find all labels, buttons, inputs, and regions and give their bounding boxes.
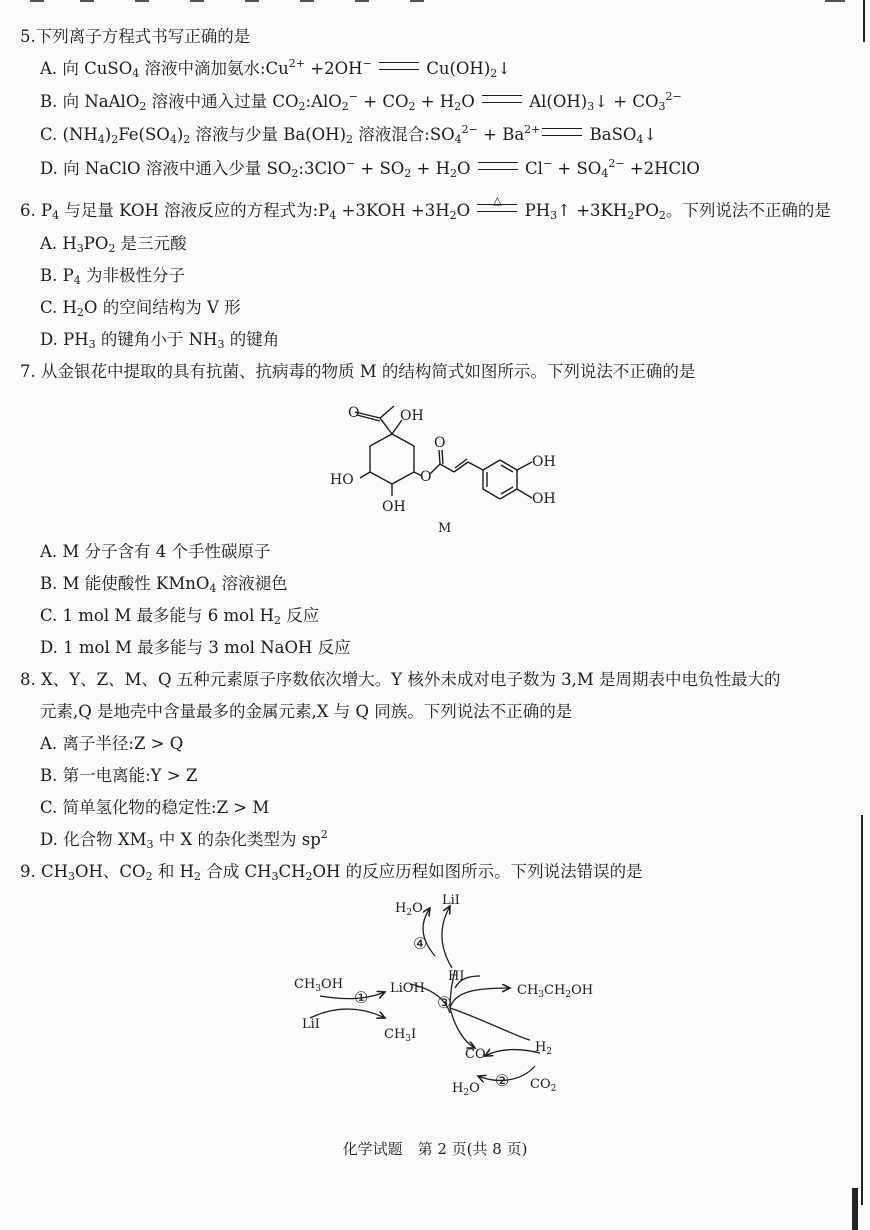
atom-oh-ring-2: OH xyxy=(532,491,556,507)
question-6-option-d: D. $PH_3$ 的键角小于 $NH_3$ 的键角 xyxy=(40,330,280,351)
question-7-option-a: A. M 分子含有 4 个手性碳原子 xyxy=(40,542,271,561)
question-6-option-c: C. $H_2O$ 的空间结构为 V 形 xyxy=(40,298,241,319)
question-8-stem: 8. X、Y、Z、M、Q 五种元素原子序数依次增大。Y 核外未成对电子数为 3,M 是周期表中电负性最大的 元素,Q 是地壳中含量最多的金属元素,X 与 Q 同族。下列说法不正确的是 xyxy=(20,670,781,721)
species-ch3ch2oh: $CH_3CH_2OH$ xyxy=(517,983,594,1000)
step-3-label: ③ xyxy=(437,993,452,1012)
species-co2: $CO_2$ xyxy=(530,1077,557,1094)
question-6-stem: 6. $P_4$ 与足量 KOH 溶液反应的方程式为$:P_4 +3KOH +3H_2O$ △ $PH_3↑ +3KH_2PO_2$。下列说法不正确的是 xyxy=(20,194,831,222)
species-co: CO xyxy=(465,1047,486,1062)
question-7-stem: 7. 从金银花中提取的具有抗菌、抗病毒的物质 M 的结构简式如图所示。下列说法不正确的是 xyxy=(20,362,696,381)
step-4-label: ④ xyxy=(413,934,428,953)
atom-o-carbonyl: O xyxy=(348,405,360,421)
question-8-option-a: A. 离子半径:Z > Q xyxy=(40,734,184,753)
question-5-option-b: B. 向 NaAlO$_2$ 溶液中通入过量 $CO_2:AlO_2^- + CO_2 + H_2O$ $Al(OH)_3↓ + CO_3^{2-}$ xyxy=(40,90,682,113)
species-lioh: LiOH xyxy=(390,981,425,996)
question-7-option-b: B. M 能使酸性 KMnO$_4$ 溶液褪色 xyxy=(40,574,288,595)
equals-sign xyxy=(540,124,584,146)
scan-top-artifacts xyxy=(0,0,870,6)
question-6-option-b: B. $P_4$ 为非极性分子 xyxy=(40,266,185,287)
question-8-option-b: B. 第一电离能:Y > Z xyxy=(40,766,198,785)
question-8-option-c: C. 简单氢化物的稳定性:Z > M xyxy=(40,798,270,817)
atom-o-ester: O xyxy=(420,469,432,485)
species-lii-left: LiI xyxy=(302,1017,320,1032)
atom-oh-ring-1: OH xyxy=(532,454,556,470)
atom-oh-bottom: OH xyxy=(382,499,406,515)
species-h2o-top: $H_2O$ xyxy=(395,901,423,918)
step-1-label: ① xyxy=(354,988,369,1007)
equals-sign xyxy=(377,58,421,80)
reaction-pathway-diagram xyxy=(280,888,620,1098)
heat-equals-sign: △ xyxy=(475,200,519,222)
question-7-option-c: C. 1 mol M 最多能与 6 mol $H_2$ 反应 xyxy=(40,606,320,627)
question-9-stem: 9. $CH_3OH$、$CO_2$ 和 $H_2$ 合成 $CH_3CH_2OH$ 的反应历程如图所示。下列说法错误的是 xyxy=(20,862,643,883)
species-hi: HI xyxy=(448,969,465,984)
species-h2o-bottom: $H_2O$ xyxy=(452,1081,480,1098)
question-5-stem: 5.下列离子方程式书写正确的是 xyxy=(20,27,251,46)
question-8-option-d: D. 化合物 $XM_3$ 中 X 的杂化类型为 $sp^2$ xyxy=(40,828,328,851)
question-5-option-d: D. 向 NaClO 溶液中通入少量 $SO_2:3ClO^- + SO_2 + H_2O$ $Cl^- + SO_4^{2-}$ +2HClO xyxy=(40,157,700,180)
atom-ho-left: HO xyxy=(330,472,354,488)
species-h2: $H_2$ xyxy=(535,1040,553,1057)
species-ch3oh: $CH_3OH$ xyxy=(294,977,344,994)
scan-edge-right-bottom xyxy=(852,1188,858,1230)
page-footer: 化学试题 第 2 页(共 8 页) xyxy=(342,1140,528,1158)
atom-oh-top: OH xyxy=(400,408,424,424)
question-6-option-a: A. $H_3PO_2$ 是三元酸 xyxy=(40,234,187,255)
molecule-m-structure xyxy=(320,392,570,537)
scan-edge-right-top xyxy=(863,0,865,42)
question-5-option-a: A. 向 CuSO$_4$ 溶液中滴加氨水$:Cu^{2+} +2OH^-$ $Cu(OH)_2↓$ xyxy=(40,57,512,80)
species-ch3i: $CH_3I$ xyxy=(384,1027,417,1044)
species-lii-top: LiI xyxy=(442,893,460,908)
atom-o-ester-carbonyl: O xyxy=(434,435,446,451)
question-7-option-d: D. 1 mol M 最多能与 3 mol NaOH 反应 xyxy=(40,638,351,657)
molecule-label: M xyxy=(438,521,452,536)
question-5-option-c: C. $(NH_4)_2Fe(SO_4)_2$ 溶液与少量 $Ba(OH)_2$ 溶液混合$:SO_4^{2-} + Ba^{2+}$ BaSO$_4$↓ xyxy=(40,123,658,146)
step-2-label: ② xyxy=(495,1071,510,1090)
equals-sign xyxy=(480,91,524,113)
equals-sign xyxy=(476,158,520,180)
